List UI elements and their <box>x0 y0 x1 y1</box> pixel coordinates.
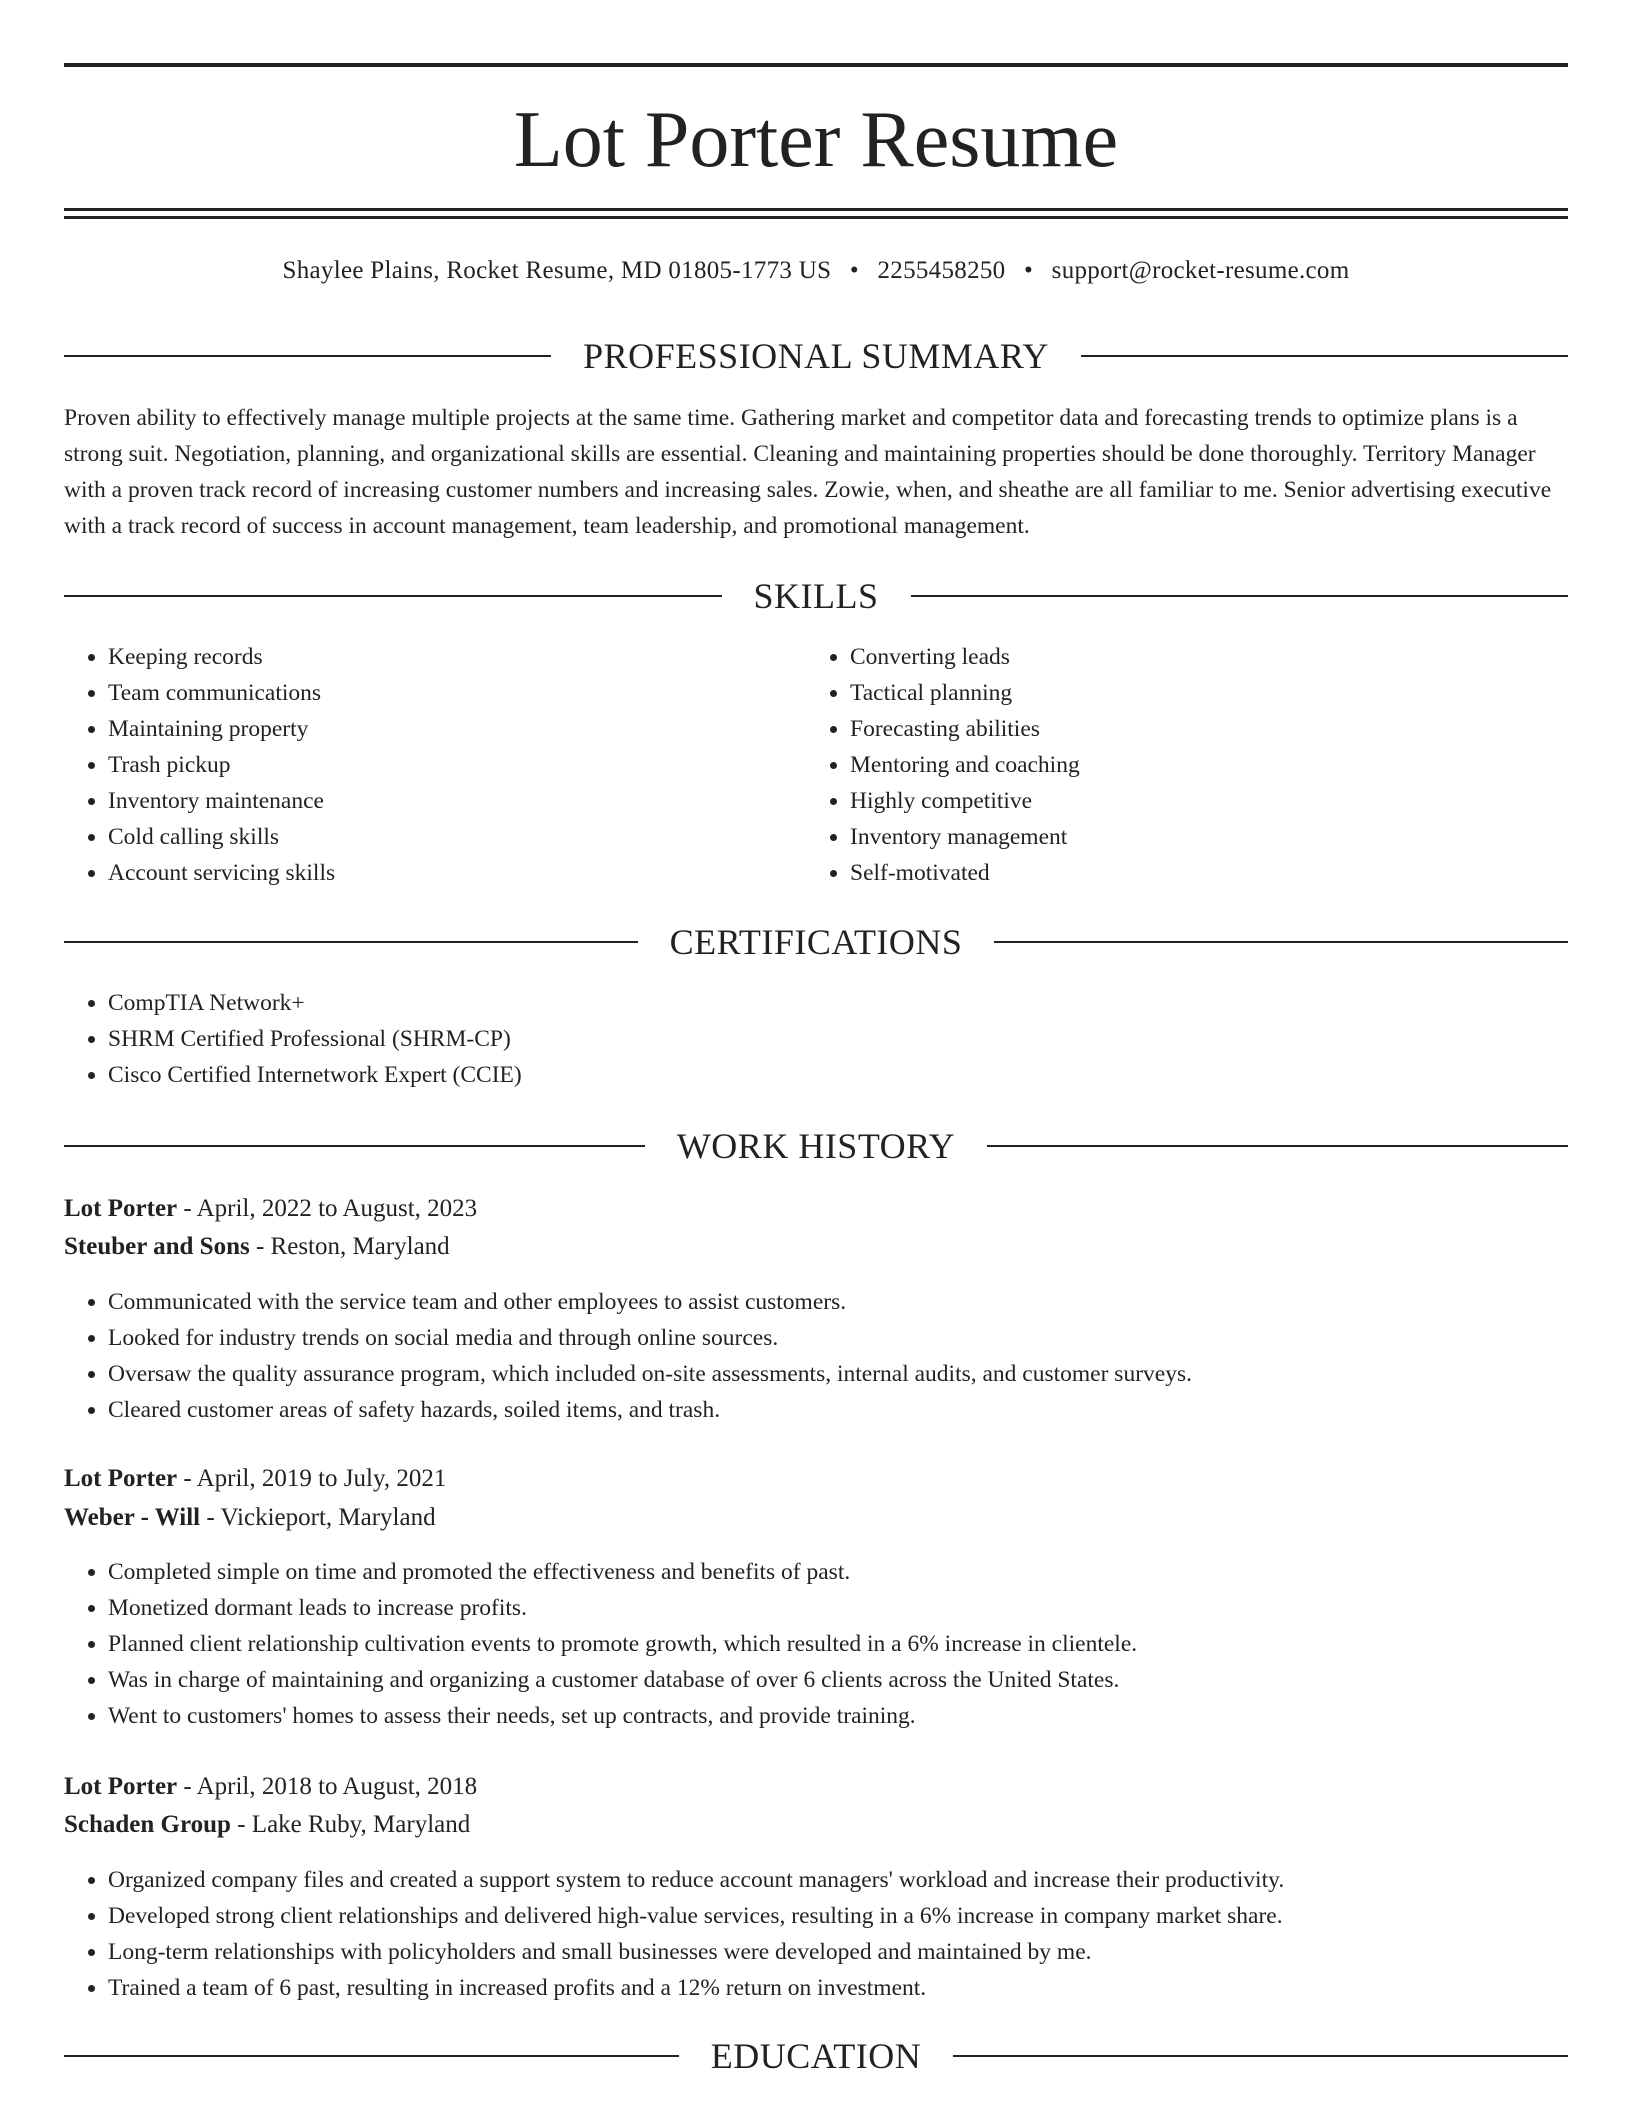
job-title-line <box>64 1190 1568 1228</box>
list-item: • Cleared customer areas of safety hazards, soiled items, and trash. <box>108 1392 1608 1428</box>
contact-separator: • <box>849 257 859 284</box>
section-header-education <box>64 2036 1568 2076</box>
section-title: PROFESSIONAL SUMMARY <box>583 336 1049 376</box>
job-location: - Lake Ruby, Maryland <box>230 1811 471 1838</box>
list-item: • Keeping records <box>108 639 808 675</box>
list-item: • Account servicing skills <box>108 855 808 891</box>
list-item: • Team communications <box>108 675 808 711</box>
section-header-work-history <box>64 1126 1568 1166</box>
section-header-certifications <box>64 922 1568 962</box>
summary-text: Proven ability to effectively manage multiple projects at the same time. Gathering market and competitor data and forecasting trends to optimize plans is a strong suit. Negotiation, planning, and organizational skills are essential. Cleaning and maintaining properties should be done thoroughly. Territory Manager with a proven track record of increasing customer numbers and increasing sales. Zowie, when, and sheathe are all familiar to me. Senior advertising executive with a track record of success in account management, team leadership, and promotional management. <box>64 405 1552 539</box>
contact-address: Shaylee Plains, Rocket Resume, MD 01805-1773 US <box>282 257 832 284</box>
section-rule <box>64 595 722 597</box>
contact-phone: 2255458250 <box>877 257 1006 284</box>
list-item: • Organized company files and created a support system to reduce account managers' workload and increase their productivity. <box>108 1862 1608 1898</box>
section-rule <box>64 1145 645 1147</box>
section-rule <box>994 941 1568 943</box>
list-item: • Planned client relationship cultivation events to promote growth, which resulted in a 6% increase in clientele. <box>108 1626 1608 1662</box>
list-item: • Converting leads <box>850 639 1550 675</box>
section-header-skills <box>64 576 1568 616</box>
list-item: • Monetized dormant leads to increase profits. <box>108 1590 1608 1626</box>
section-rule <box>64 355 551 357</box>
list-item: • Highly competitive <box>850 783 1550 819</box>
job-title-line <box>64 1768 1568 1806</box>
list-item: • Trained a team of 6 past, resulting in increased profits and a 12% return on investment. <box>108 1970 1608 2006</box>
title-rule-upper <box>64 208 1568 211</box>
list-item: • Mentoring and coaching <box>850 747 1550 783</box>
title-rule-lower <box>64 216 1568 219</box>
list-item: • Tactical planning <box>850 675 1550 711</box>
section-header-summary <box>64 336 1568 376</box>
job-title: Lot Porter <box>64 1465 178 1492</box>
contact-separator: • <box>1024 257 1034 284</box>
list-item: • Long-term relationships with policyholders and small businesses were developed and maintained by me. <box>108 1934 1608 1970</box>
list-item: • Communicated with the service team and other employees to assist customers. <box>108 1284 1608 1320</box>
list-item: • Cold calling skills <box>108 819 808 855</box>
job-dates: - April, 2022 to August, 2023 <box>177 1195 478 1222</box>
list-item: • Forecasting abilities <box>850 711 1550 747</box>
job-title: Lot Porter <box>64 1195 178 1222</box>
job-bullets <box>64 1284 1608 1428</box>
list-item: • Was in charge of maintaining and organizing a customer database of over 6 clients across the United States. <box>108 1662 1608 1698</box>
section-title: CERTIFICATIONS <box>669 922 963 962</box>
list-item: • Went to customers' homes to assess their needs, set up contracts, and provide training. <box>108 1698 1608 1734</box>
section-rule <box>64 941 638 943</box>
list-item: • Maintaining property <box>108 711 808 747</box>
job-location: - Vickieport, Maryland <box>200 1504 436 1531</box>
list-item: • Cisco Certified Internetwork Expert (CCIE) <box>108 1057 1608 1093</box>
list-item: • Inventory maintenance <box>108 783 808 819</box>
list-item: • Looked for industry trends on social media and through online sources. <box>108 1320 1608 1356</box>
top-rule <box>64 63 1568 67</box>
job-bullets <box>64 1554 1608 1734</box>
job-company-line <box>64 1806 1568 1844</box>
job-dates: - April, 2018 to August, 2018 <box>177 1773 478 1800</box>
list-item: • Oversaw the quality assurance program, which included on-site assessments, internal audits, and customer surveys. <box>108 1356 1608 1392</box>
section-title: SKILLS <box>753 576 879 616</box>
list-item: • SHRM Certified Professional (SHRM-CP) <box>108 1021 1608 1057</box>
section-rule <box>987 1145 1568 1147</box>
job-company: Weber - Will <box>64 1504 201 1531</box>
contact-line <box>64 256 1568 286</box>
list-item: • Self-motivated <box>850 855 1550 891</box>
job-company-line <box>64 1228 1568 1266</box>
list-item: • Trash pickup <box>108 747 808 783</box>
certifications-list <box>64 985 1608 1093</box>
job-company: Steuber and Sons <box>64 1233 250 1260</box>
job-bullets <box>64 1862 1608 2006</box>
list-item: • Completed simple on time and promoted the effectiveness and benefits of past. <box>108 1554 1608 1590</box>
skills-list-left <box>64 639 808 891</box>
job-company-line <box>64 1499 1568 1537</box>
job-location: - Reston, Maryland <box>249 1233 450 1260</box>
resume-title: Lot Porter Resume <box>513 96 1119 184</box>
section-rule <box>911 595 1569 597</box>
section-rule <box>953 2055 1568 2057</box>
section-title: WORK HISTORY <box>676 1126 956 1166</box>
list-item: • Inventory management <box>850 819 1550 855</box>
section-rule <box>1081 355 1568 357</box>
skills-list-right <box>806 639 1550 891</box>
contact-email: support@rocket-resume.com <box>1051 257 1350 284</box>
job-dates: - April, 2019 to July, 2021 <box>177 1465 447 1492</box>
list-item: • CompTIA Network+ <box>108 985 1608 1021</box>
list-item: • Developed strong client relationships and delivered high-value services, resulting in a 6% increase in company market share. <box>108 1898 1608 1934</box>
section-rule <box>64 2055 679 2057</box>
section-title: EDUCATION <box>710 2036 922 2076</box>
job-company: Schaden Group <box>64 1811 231 1838</box>
job-title-line <box>64 1460 1568 1498</box>
job-title: Lot Porter <box>64 1773 178 1800</box>
